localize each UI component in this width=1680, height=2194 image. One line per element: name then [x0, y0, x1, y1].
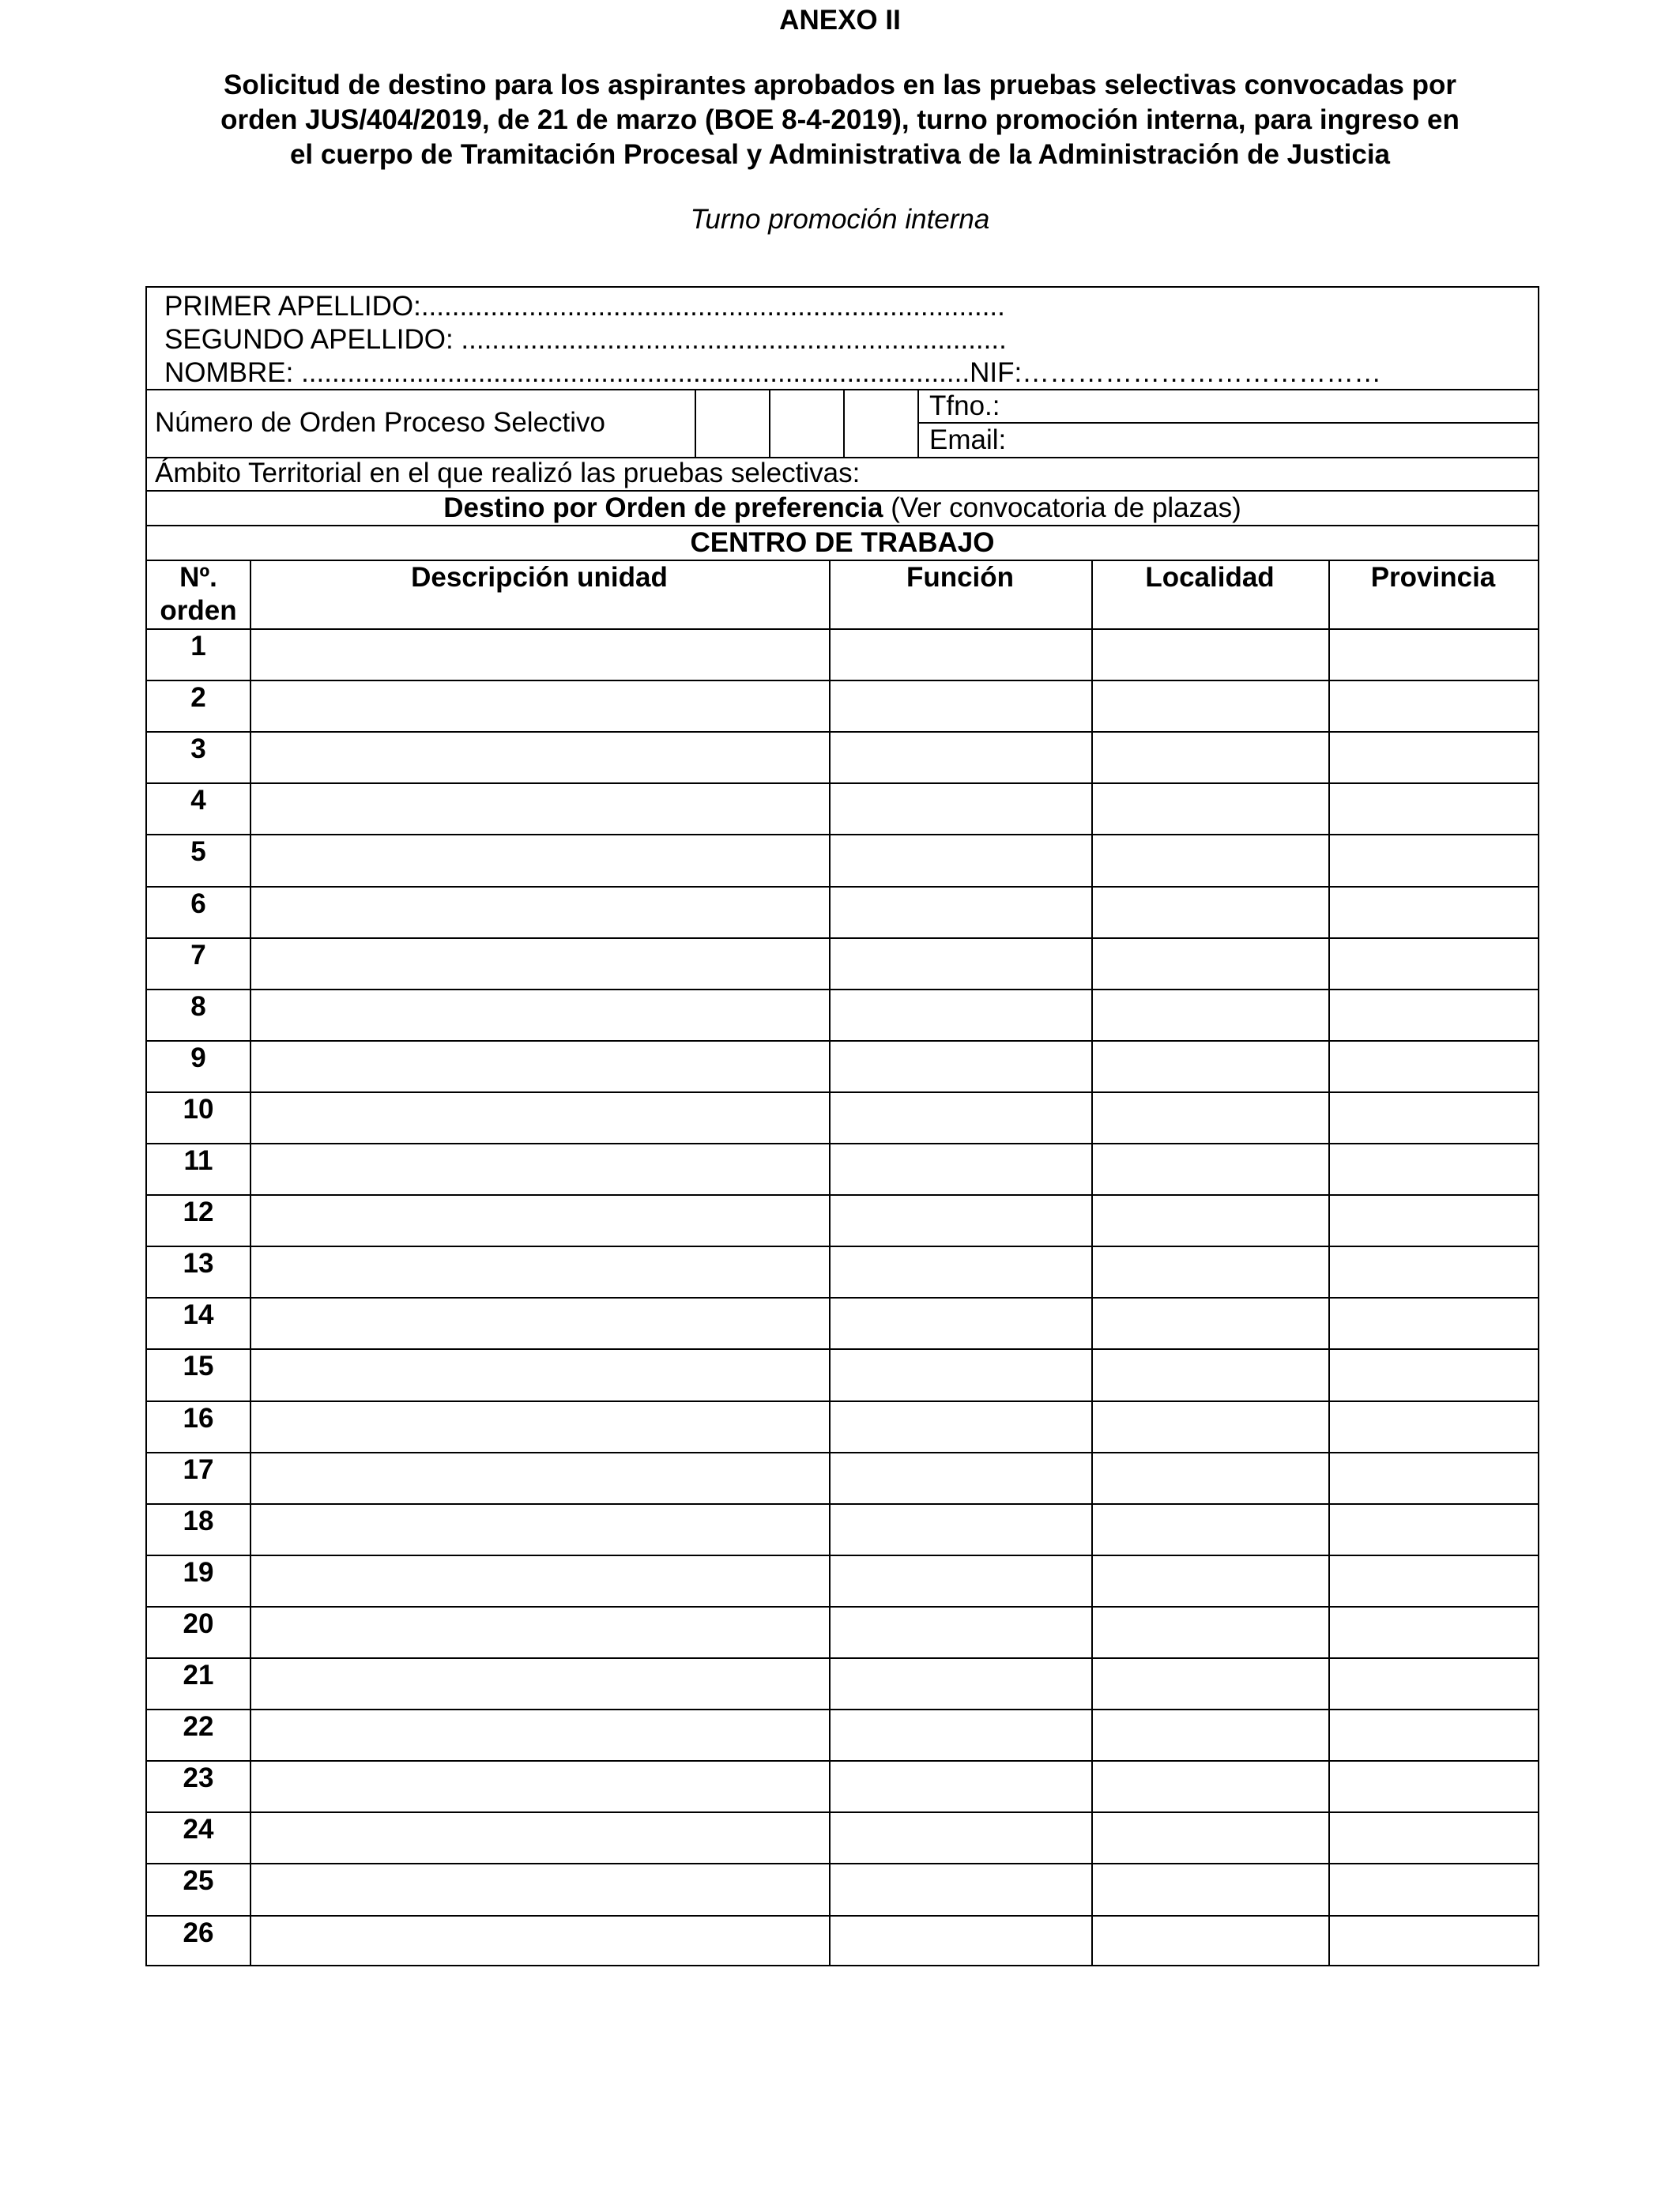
cell-funcion[interactable] — [831, 1659, 1091, 1709]
row-number: 23 — [183, 1762, 214, 1794]
cell-localidad[interactable] — [1093, 681, 1328, 731]
cell-localidad[interactable] — [1093, 1093, 1328, 1143]
numero-orden-box-3[interactable] — [845, 390, 917, 457]
cell-descripcion[interactable] — [251, 1093, 829, 1143]
cell-localidad[interactable] — [1093, 1917, 1328, 1966]
col-header-localidad: Localidad — [1145, 562, 1275, 593]
cell-descripcion[interactable] — [251, 1144, 829, 1194]
cell-funcion[interactable] — [831, 1299, 1091, 1348]
cell-funcion[interactable] — [831, 1350, 1091, 1400]
row-number: 17 — [183, 1453, 214, 1485]
cell-localidad[interactable] — [1093, 630, 1328, 680]
col-header-provincia: Provincia — [1370, 562, 1496, 593]
cell-funcion[interactable] — [831, 1556, 1091, 1606]
cell-descripcion[interactable] — [251, 1813, 829, 1863]
nombre-nif-field[interactable]: NOMBRE: .......................................................................................NIF:………………………………… — [164, 357, 1382, 388]
cell-localidad[interactable] — [1093, 888, 1328, 937]
cell-descripcion[interactable] — [251, 1350, 829, 1400]
row-number: 16 — [183, 1402, 214, 1434]
row-number: 7 — [190, 939, 206, 971]
row-number: 24 — [183, 1814, 214, 1845]
cell-funcion[interactable] — [831, 1813, 1091, 1863]
row-number: 2 — [190, 682, 206, 714]
cell-funcion[interactable] — [831, 1196, 1091, 1246]
cell-localidad[interactable] — [1093, 1556, 1328, 1606]
cell-localidad[interactable] — [1093, 990, 1328, 1040]
cell-provincia[interactable] — [1330, 990, 1538, 1040]
row-number: 4 — [190, 785, 206, 816]
cell-provincia[interactable] — [1330, 1350, 1538, 1400]
cell-descripcion[interactable] — [251, 1453, 829, 1503]
cell-funcion[interactable] — [831, 1453, 1091, 1503]
cell-descripcion[interactable] — [251, 1762, 829, 1811]
destino-bold: Destino por Orden de preferencia — [443, 492, 883, 523]
cell-localidad[interactable] — [1093, 1762, 1328, 1811]
annex-title: ANEXO II — [779, 5, 901, 36]
divider — [917, 422, 1538, 424]
cell-provincia[interactable] — [1330, 1144, 1538, 1194]
numero-orden-box-1[interactable] — [696, 390, 769, 457]
ambito-territorial-field[interactable]: Ámbito Territorial en el que realizó las pruebas selectivas: — [155, 458, 861, 488]
cell-provincia[interactable] — [1330, 1196, 1538, 1246]
heading-line-1: Solicitud de destino para los aspirantes aprobados en las pruebas selectivas convocadas por — [224, 70, 1456, 100]
destino-preferencia-heading — [147, 492, 1538, 525]
cell-funcion[interactable] — [831, 630, 1091, 680]
row-number: 22 — [183, 1711, 214, 1743]
cell-descripcion[interactable] — [251, 681, 829, 731]
row-number: 13 — [183, 1248, 214, 1280]
heading-line-2: orden JUS/404/2019, de 21 de marzo (BOE 8-4-2019), turno promoción interna, para ingreso en — [220, 104, 1460, 135]
segundo-apellido-field[interactable]: SEGUNDO APELLIDO: ....................................................................... — [164, 324, 1007, 355]
cell-descripcion[interactable] — [251, 1608, 829, 1657]
row-number: 14 — [183, 1299, 214, 1331]
cell-provincia[interactable] — [1330, 681, 1538, 731]
cell-funcion[interactable] — [831, 1144, 1091, 1194]
cell-descripcion[interactable] — [251, 1556, 829, 1606]
row-number: 1 — [190, 631, 206, 662]
cell-descripcion[interactable] — [251, 1659, 829, 1709]
cell-descripcion[interactable] — [251, 1196, 829, 1246]
cell-descripcion[interactable] — [251, 1505, 829, 1555]
row-number: 6 — [190, 888, 206, 919]
cell-provincia[interactable] — [1330, 1505, 1538, 1555]
col-header-orden: orden — [160, 595, 237, 626]
row-number: 21 — [183, 1660, 214, 1691]
email-field[interactable]: Email: — [929, 424, 1007, 455]
cell-provincia[interactable] — [1330, 733, 1538, 782]
cell-provincia[interactable] — [1330, 888, 1538, 937]
cell-funcion[interactable] — [831, 1710, 1091, 1760]
cell-localidad[interactable] — [1093, 1042, 1328, 1091]
cell-localidad[interactable] — [1093, 784, 1328, 834]
cell-provincia[interactable] — [1330, 1608, 1538, 1657]
cell-provincia[interactable] — [1330, 1813, 1538, 1863]
cell-descripcion[interactable] — [251, 888, 829, 937]
cell-localidad[interactable] — [1093, 1659, 1328, 1709]
cell-localidad[interactable] — [1093, 1864, 1328, 1914]
cell-provincia[interactable] — [1330, 1299, 1538, 1348]
cell-localidad[interactable] — [1093, 1402, 1328, 1452]
row-number: 25 — [183, 1865, 214, 1897]
cell-provincia[interactable] — [1330, 1556, 1538, 1606]
cell-localidad[interactable] — [1093, 939, 1328, 989]
cell-funcion[interactable] — [831, 1402, 1091, 1452]
cell-localidad[interactable] — [1093, 1196, 1328, 1246]
col-header-funcion: Función — [906, 562, 1015, 593]
centro-trabajo-heading: CENTRO DE TRABAJO — [690, 527, 995, 558]
row-number: 18 — [183, 1505, 214, 1536]
cell-descripcion[interactable] — [251, 1402, 829, 1452]
cell-descripcion[interactable] — [251, 630, 829, 680]
cell-localidad[interactable] — [1093, 1813, 1328, 1863]
cell-funcion[interactable] — [831, 1608, 1091, 1657]
row-number: 15 — [183, 1351, 214, 1382]
cell-localidad[interactable] — [1093, 1608, 1328, 1657]
cell-provincia[interactable] — [1330, 1453, 1538, 1503]
tfno-field[interactable]: Tfno.: — [929, 390, 1000, 421]
cell-funcion[interactable] — [831, 939, 1091, 989]
cell-provincia[interactable] — [1330, 630, 1538, 680]
document-subtitle: Turno promoción interna — [690, 204, 990, 235]
divider — [917, 389, 919, 457]
cell-localidad[interactable] — [1093, 835, 1328, 885]
cell-descripcion[interactable] — [251, 733, 829, 782]
row-number: 11 — [183, 1145, 213, 1176]
cell-funcion[interactable] — [831, 1917, 1091, 1966]
cell-funcion[interactable] — [831, 681, 1091, 731]
cell-localidad[interactable] — [1093, 1710, 1328, 1760]
row-number: 10 — [183, 1093, 214, 1125]
row-number: 8 — [190, 990, 206, 1022]
cell-localidad[interactable] — [1093, 1299, 1328, 1348]
cell-localidad[interactable] — [1093, 1453, 1328, 1503]
cell-provincia[interactable] — [1330, 1864, 1538, 1914]
row-number: 5 — [190, 836, 206, 868]
cell-funcion[interactable] — [831, 888, 1091, 937]
cell-descripcion[interactable] — [251, 1042, 829, 1091]
row-number: 26 — [183, 1917, 214, 1948]
document-heading — [0, 68, 1680, 172]
cell-provincia[interactable] — [1330, 1917, 1538, 1966]
row-number: 19 — [183, 1556, 214, 1588]
cell-localidad[interactable] — [1093, 1247, 1328, 1297]
heading-line-3: el cuerpo de Tramitación Procesal y Administrativa de la Administración de Justicia — [289, 139, 1391, 170]
numero-orden-box-2[interactable] — [770, 390, 843, 457]
cell-funcion[interactable] — [831, 1093, 1091, 1143]
cell-funcion[interactable] — [831, 835, 1091, 885]
cell-provincia[interactable] — [1330, 835, 1538, 885]
cell-provincia[interactable] — [1330, 1042, 1538, 1091]
cell-descripcion[interactable] — [251, 784, 829, 834]
cell-descripcion[interactable] — [251, 990, 829, 1040]
destino-note: (Ver convocatoria de plazas) — [883, 492, 1241, 523]
cell-funcion[interactable] — [831, 1247, 1091, 1297]
numero-orden-label: Número de Orden Proceso Selectivo — [155, 407, 605, 438]
cell-provincia[interactable] — [1330, 1659, 1538, 1709]
row-number: 9 — [190, 1042, 206, 1073]
cell-funcion[interactable] — [831, 1042, 1091, 1091]
application-form — [145, 286, 1539, 1966]
cell-provincia[interactable] — [1330, 939, 1538, 989]
col-header-no: Nº. — [179, 562, 217, 593]
row-number: 12 — [183, 1197, 214, 1228]
cell-localidad[interactable] — [1093, 1350, 1328, 1400]
cell-funcion[interactable] — [831, 733, 1091, 782]
cell-funcion[interactable] — [831, 1762, 1091, 1811]
col-header-descripcion: Descripción unidad — [411, 562, 668, 593]
cell-descripcion[interactable] — [251, 1864, 829, 1914]
cell-provincia[interactable] — [1330, 1710, 1538, 1760]
cell-funcion[interactable] — [831, 784, 1091, 834]
row-number: 3 — [190, 733, 206, 765]
cell-funcion[interactable] — [831, 990, 1091, 1040]
cell-provincia[interactable] — [1330, 784, 1538, 834]
cell-localidad[interactable] — [1093, 1144, 1328, 1194]
primer-apellido-field[interactable]: PRIMER APELLIDO:............................................................................ — [164, 291, 1005, 322]
cell-provincia[interactable] — [1330, 1402, 1538, 1452]
cell-localidad[interactable] — [1093, 1505, 1328, 1555]
cell-descripcion[interactable] — [251, 1917, 829, 1966]
cell-descripcion[interactable] — [251, 1299, 829, 1348]
cell-provincia[interactable] — [1330, 1093, 1538, 1143]
cell-descripcion[interactable] — [251, 1247, 829, 1297]
cell-provincia[interactable] — [1330, 1247, 1538, 1297]
cell-funcion[interactable] — [831, 1864, 1091, 1914]
cell-descripcion[interactable] — [251, 939, 829, 989]
cell-provincia[interactable] — [1330, 1762, 1538, 1811]
cell-descripcion[interactable] — [251, 1710, 829, 1760]
cell-descripcion[interactable] — [251, 835, 829, 885]
cell-localidad[interactable] — [1093, 733, 1328, 782]
cell-funcion[interactable] — [831, 1505, 1091, 1555]
row-number: 20 — [183, 1608, 214, 1639]
